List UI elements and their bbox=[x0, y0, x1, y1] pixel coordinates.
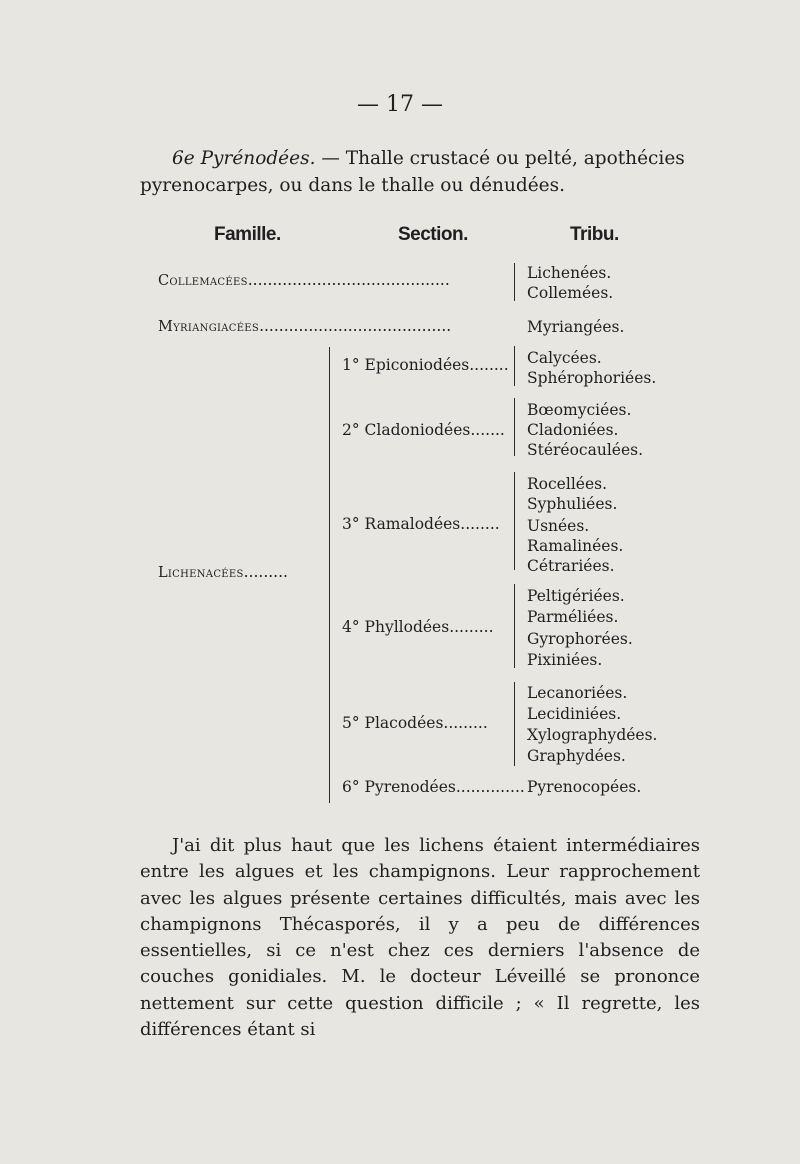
header-tribu: Tribu. bbox=[570, 224, 619, 245]
tribu-item: Xylographydées. bbox=[527, 726, 658, 744]
tribu-item: Sphérophoriées. bbox=[527, 369, 657, 387]
brace bbox=[514, 584, 515, 668]
tribu-item: Rocellées. bbox=[527, 475, 607, 493]
section-pyrenodees: 6° Pyrenodées.............. bbox=[342, 778, 525, 796]
tribu-item: Peltigériées. bbox=[527, 587, 625, 605]
section-cladoniodees: 2° Cladoniodées....... bbox=[342, 421, 505, 439]
famille-myriangiacees: Myriangiacées....................................... bbox=[158, 317, 452, 335]
tribu-item: Graphydées. bbox=[527, 747, 626, 765]
tribu-item: Stéréocaulées. bbox=[527, 441, 644, 459]
intro-paragraph bbox=[140, 145, 700, 199]
tribu-item: Syphuliées. bbox=[527, 495, 618, 513]
tribu-item: Pyrenocopées. bbox=[527, 778, 642, 796]
tribu-item: Lecanoriées. bbox=[527, 684, 628, 702]
tribu-item: Gyrophorées. bbox=[527, 630, 633, 648]
brace bbox=[514, 346, 515, 386]
tribu-item: Myriangées. bbox=[527, 318, 625, 336]
section-phyllodees: 4° Phyllodées......... bbox=[342, 618, 494, 636]
section-placodees: 5° Placodées......... bbox=[342, 714, 488, 732]
brace bbox=[514, 263, 515, 301]
tribu-item: Calycées. bbox=[527, 349, 602, 367]
closing-paragraph: J'ai dit plus haut que les lichens étaient intermédiaires entre les algues et les champignons. Leur rapprochement avec les algues présente certaines difficultés, mais avec les champignons Thécasporés, il y a peu de différences essentielles, si ce n'est chez ces derniers l'absence de couches gonidiales. M. le docteur Léveillé se prononce nettement sur cette question difficile ; « Il regrette, les différences étant si bbox=[140, 835, 700, 1041]
tribu-item: Lichenées. bbox=[527, 264, 612, 282]
dot-leader: ....................................... bbox=[259, 317, 452, 335]
intro-label: 6e Pyrénodées. bbox=[172, 148, 316, 169]
brace bbox=[514, 398, 515, 456]
dot-leader: ......... bbox=[243, 563, 288, 581]
page-number: — 17 — bbox=[357, 92, 443, 117]
tribu-item: Parméliées. bbox=[527, 608, 619, 626]
brace-lichenacees bbox=[329, 347, 330, 803]
section-epiconiodees: 1° Epiconiodées........ bbox=[342, 356, 509, 374]
tribu-item: Cétrariées. bbox=[527, 557, 615, 575]
famille-lichenacees: Lichenacées......... bbox=[158, 563, 288, 581]
brace bbox=[514, 472, 515, 570]
dot-leader: ......................................... bbox=[247, 271, 450, 289]
famille-collemacees: Collemacées......................................... bbox=[158, 271, 450, 289]
section-ramalodees: 3° Ramalodées........ bbox=[342, 515, 500, 533]
intro-text: — Thalle crustacé ou pelté, apothécies pyrenocarpes, ou dans le thalle ou dénudées. bbox=[140, 148, 685, 196]
brace bbox=[514, 682, 515, 766]
tribu-item: Ramalinées. bbox=[527, 537, 624, 555]
tribu-item: Bœomyciées. bbox=[527, 401, 632, 419]
header-section: Section. bbox=[398, 224, 468, 245]
tribu-item: Cladoniées. bbox=[527, 421, 619, 439]
tribu-item: Collemées. bbox=[527, 284, 614, 302]
tribu-item: Usnées. bbox=[527, 517, 590, 535]
tribu-item: Pixiniées. bbox=[527, 651, 603, 669]
tribu-item: Lecidiniées. bbox=[527, 705, 622, 723]
header-famille: Famille. bbox=[214, 224, 281, 245]
